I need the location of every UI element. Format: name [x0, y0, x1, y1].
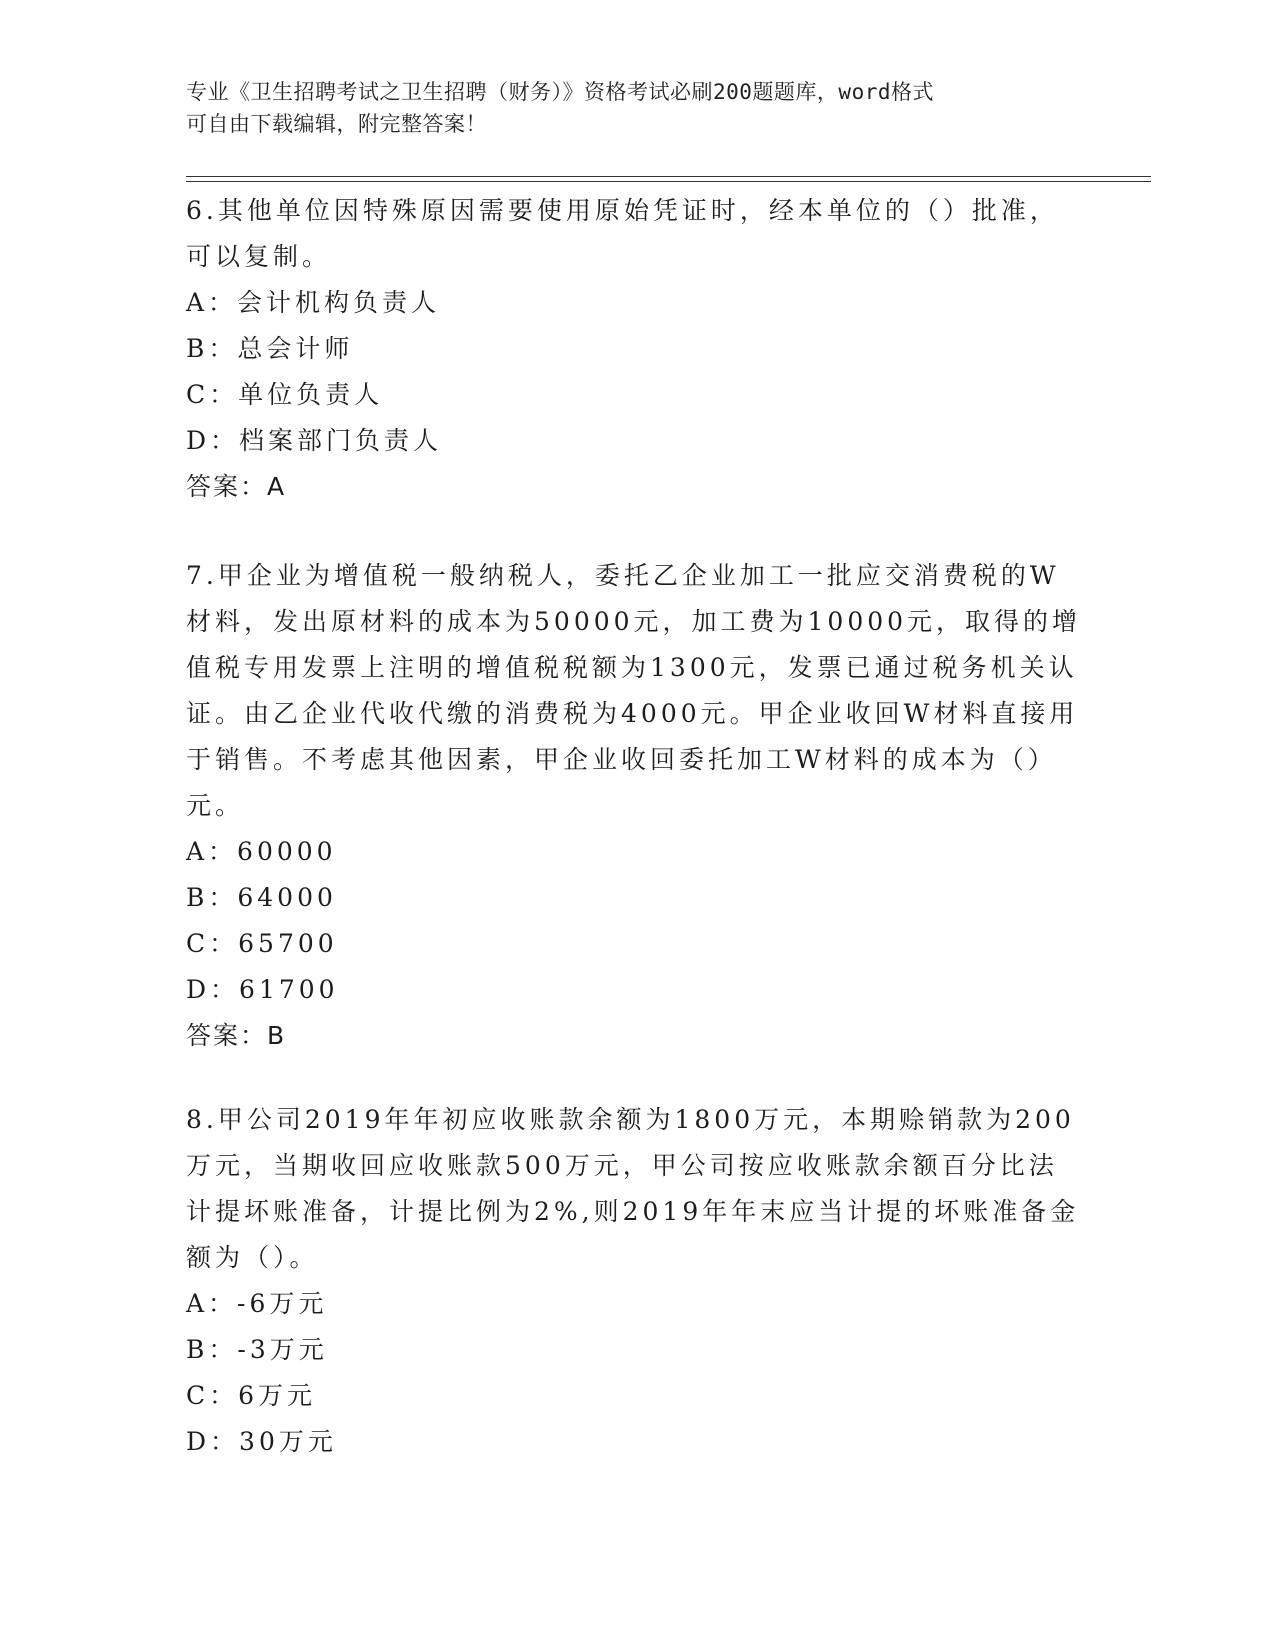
question-stem-line: 7.甲企业为增值税一般纳税人，委托乙企业加工一批应交消费税的W: [186, 561, 1060, 590]
answer-line: 答案：B: [186, 1021, 287, 1050]
document-header: [186, 76, 1066, 140]
option-d: D：30万元: [186, 1427, 337, 1456]
question-stem-line: 8.甲公司2019年年初应收账款余额为1800万元，本期赊销款为200: [186, 1105, 1075, 1134]
question-stem-line: 6.其他单位因特殊原因需要使用原始凭证时，经本单位的（）批准，: [186, 196, 1059, 225]
question-stem-line: 万元，当期收回应收账款500万元，甲公司按应收账款余额百分比法: [186, 1151, 1058, 1180]
question-stem-line: 材料，发出原材料的成本为50000元，加工费为10000元，取得的增: [186, 607, 1082, 636]
option-c: C：6万元: [186, 1381, 317, 1410]
header-divider-top: [186, 176, 1151, 177]
question-stem-line: 计提坏账准备，计提比例为2%,则2019年年末应当计提的坏账准备金: [186, 1197, 1080, 1226]
option-c: C：65700: [186, 929, 338, 958]
header-divider-bottom: [186, 181, 1151, 182]
option-d: D：61700: [186, 975, 339, 1004]
header-title-line-2: 可自由下载编辑，附完整答案！: [186, 112, 487, 136]
question-8: [186, 1097, 1086, 1465]
option-b: B：总会计师: [186, 334, 354, 363]
question-stem-line: 可以复制。: [186, 242, 332, 271]
question-stem-line: 证。由乙企业代收代缴的消费税为4000元。甲企业收回W材料直接用: [186, 699, 1079, 728]
question-6: [186, 188, 1086, 510]
answer-line: 答案：A: [186, 472, 287, 501]
question-stem-line: 额为（）。: [186, 1243, 319, 1272]
question-7: [186, 553, 1086, 1059]
question-stem-line: 元。: [186, 791, 245, 820]
question-stem-line: 于销售。不考虑其他因素，甲企业收回委托加工W材料的成本为（）: [186, 745, 1057, 774]
question-stem-line: 值税专用发票上注明的增值税税额为1300元，发票已通过税务机关认: [186, 653, 1078, 682]
option-c: C：单位负责人: [186, 380, 384, 409]
option-a: A：-6万元: [186, 1289, 328, 1318]
option-b: B：-3万元: [186, 1335, 328, 1364]
header-title-line-1: 专业《卫生招聘考试之卫生招聘（财务）》资格考试必刷200题题库，word格式: [186, 80, 934, 104]
option-a: A：会计机构负责人: [186, 288, 441, 317]
option-b: B：64000: [186, 883, 337, 912]
option-d: D：档案部门负责人: [186, 426, 443, 455]
option-a: A：60000: [186, 837, 337, 866]
